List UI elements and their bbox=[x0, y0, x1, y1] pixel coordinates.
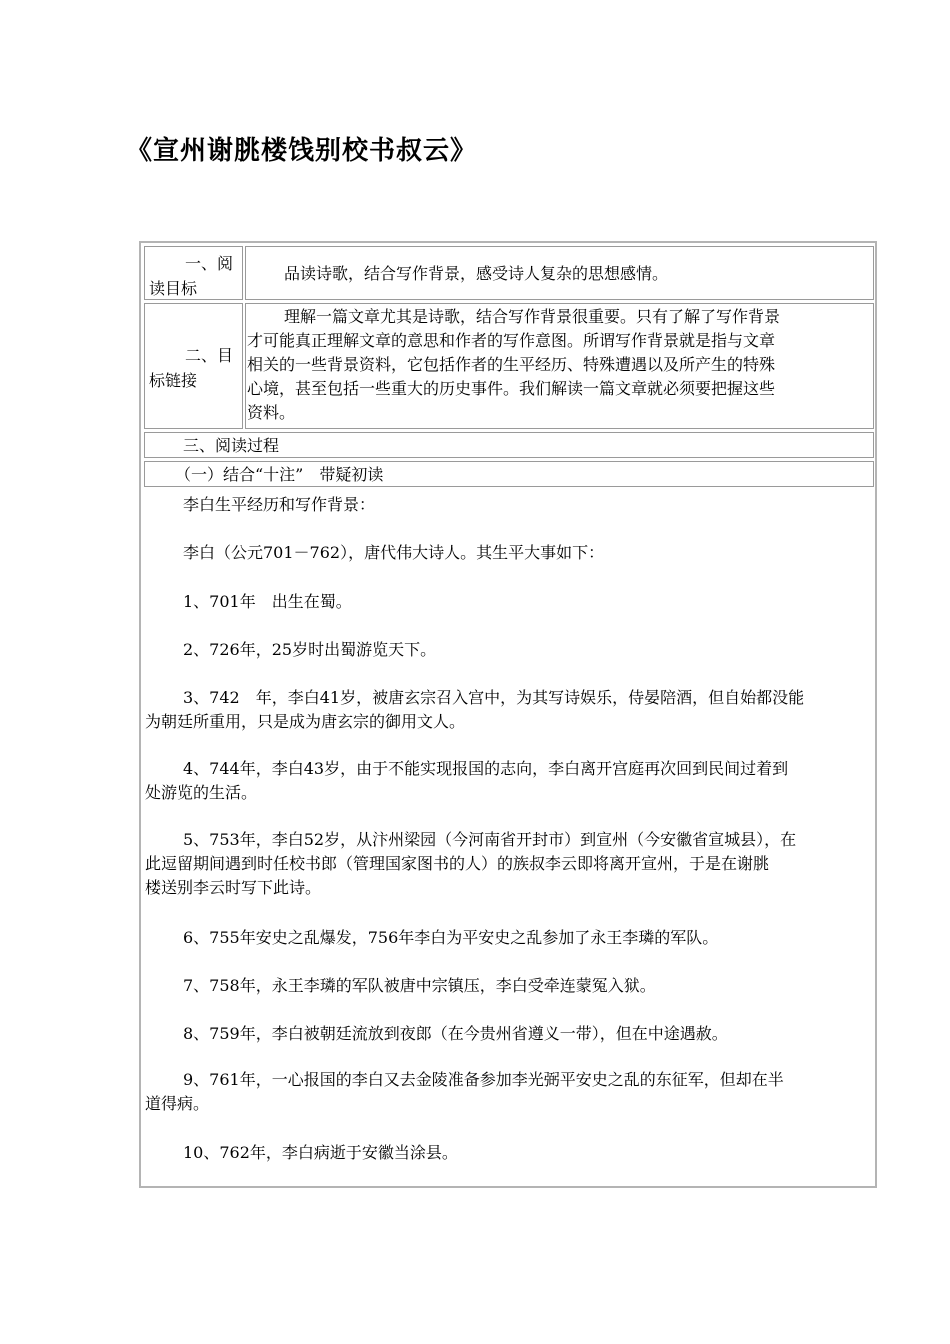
row4-cell bbox=[144, 461, 874, 487]
section-heading: 三、阅读过程 bbox=[183, 436, 280, 455]
intro-paragraph bbox=[145, 493, 873, 517]
event-10: 10、762年，李白病逝于安徽当涂县。 bbox=[183, 1143, 458, 1162]
event-3: 3、742 年，李白41岁，被唐玄宗召入宫中，为其写诗娱乐，侍晏陪酒，但自始都没能 为朝廷所重用，只是成为唐玄宗的御用文人。 bbox=[145, 688, 805, 731]
row1-label-b: 读目标 bbox=[149, 279, 198, 298]
summary-paragraph bbox=[145, 541, 873, 565]
objective-line-1: 理解一篇文章尤其是诗歌，结合写作背景很重要。只有了解了写作背景 bbox=[284, 307, 781, 326]
event-2: 2、726年，25岁时出蜀游览天下。 bbox=[183, 640, 437, 659]
objective-line-5: 资料。 bbox=[247, 403, 296, 422]
subsection-heading: （一）结合“十注” 带疑初读 bbox=[175, 465, 384, 484]
event-9: 9、761年，一心报国的李白又去金陵准备参加李光弼平安史之乱的东征军，但却在半 道得病。 bbox=[145, 1070, 784, 1113]
page-title: 《宣州谢朓楼饯别校书叔云》 bbox=[126, 136, 478, 166]
reading-goal-text: 品读诗歌，结合写作背景，感受诗人复杂的思想感情。 bbox=[284, 264, 669, 283]
row2-label-a: 二、目 bbox=[185, 346, 234, 365]
event-7: 7、758年，永王李璘的军队被唐中宗镇压，李白受牵连蒙冤入狱。 bbox=[183, 976, 656, 995]
row1-label-a: 一、阅 bbox=[185, 254, 234, 273]
objective-line-3: 相关的一些背景资料，它包括作者的生平经历、特殊遭遇以及所产生的特殊 bbox=[247, 355, 776, 374]
row1-content-cell bbox=[245, 246, 874, 300]
biography-content bbox=[141, 490, 875, 1184]
row2-label-b: 标链接 bbox=[149, 371, 198, 390]
event-1: 1、701年 出生在蜀。 bbox=[183, 592, 352, 611]
row2-label-cell bbox=[144, 303, 243, 429]
event-6: 6、755年安史之乱爆发，756年李白为平安史之乱参加了永王李璘的军队。 bbox=[183, 928, 719, 947]
intro-text: 李白生平经历和写作背景： bbox=[183, 495, 376, 514]
reading-guide-table bbox=[139, 241, 877, 1188]
row3-cell bbox=[144, 432, 874, 458]
row2-content-cell bbox=[245, 303, 874, 429]
row1-label-cell bbox=[144, 246, 243, 300]
event-8: 8、759年，李白被朝廷流放到夜郎（在今贵州省遵义一带），但在中途遇赦。 bbox=[183, 1024, 728, 1043]
event-4: 4、744年，李白43岁，由于不能实现报国的志向，李白离开宫庭再次回到民间过着到 处游览的生活。 bbox=[145, 759, 789, 802]
objective-line-2: 才可能真正理解文章的意思和作者的写作意图。所谓写作背景就是指与文章 bbox=[247, 331, 776, 350]
objective-line-4: 心境，甚至包括一些重大的历史事件。我们解读一篇文章就必须要把握这些 bbox=[247, 379, 776, 398]
summary-text: 李白（公元701－762），唐代伟大诗人。其生平大事如下： bbox=[183, 543, 605, 562]
event-5: 5、753年，李白52岁，从汴州梁园（今河南省开封市）到宣州（今安徽省宣城县），在 此逗留期间遇到时任校书郎（管理国家图书的人）的族叔李云即将离开宣州，于是在谢朓 楼送别李云时写下此诗。 bbox=[145, 830, 797, 897]
